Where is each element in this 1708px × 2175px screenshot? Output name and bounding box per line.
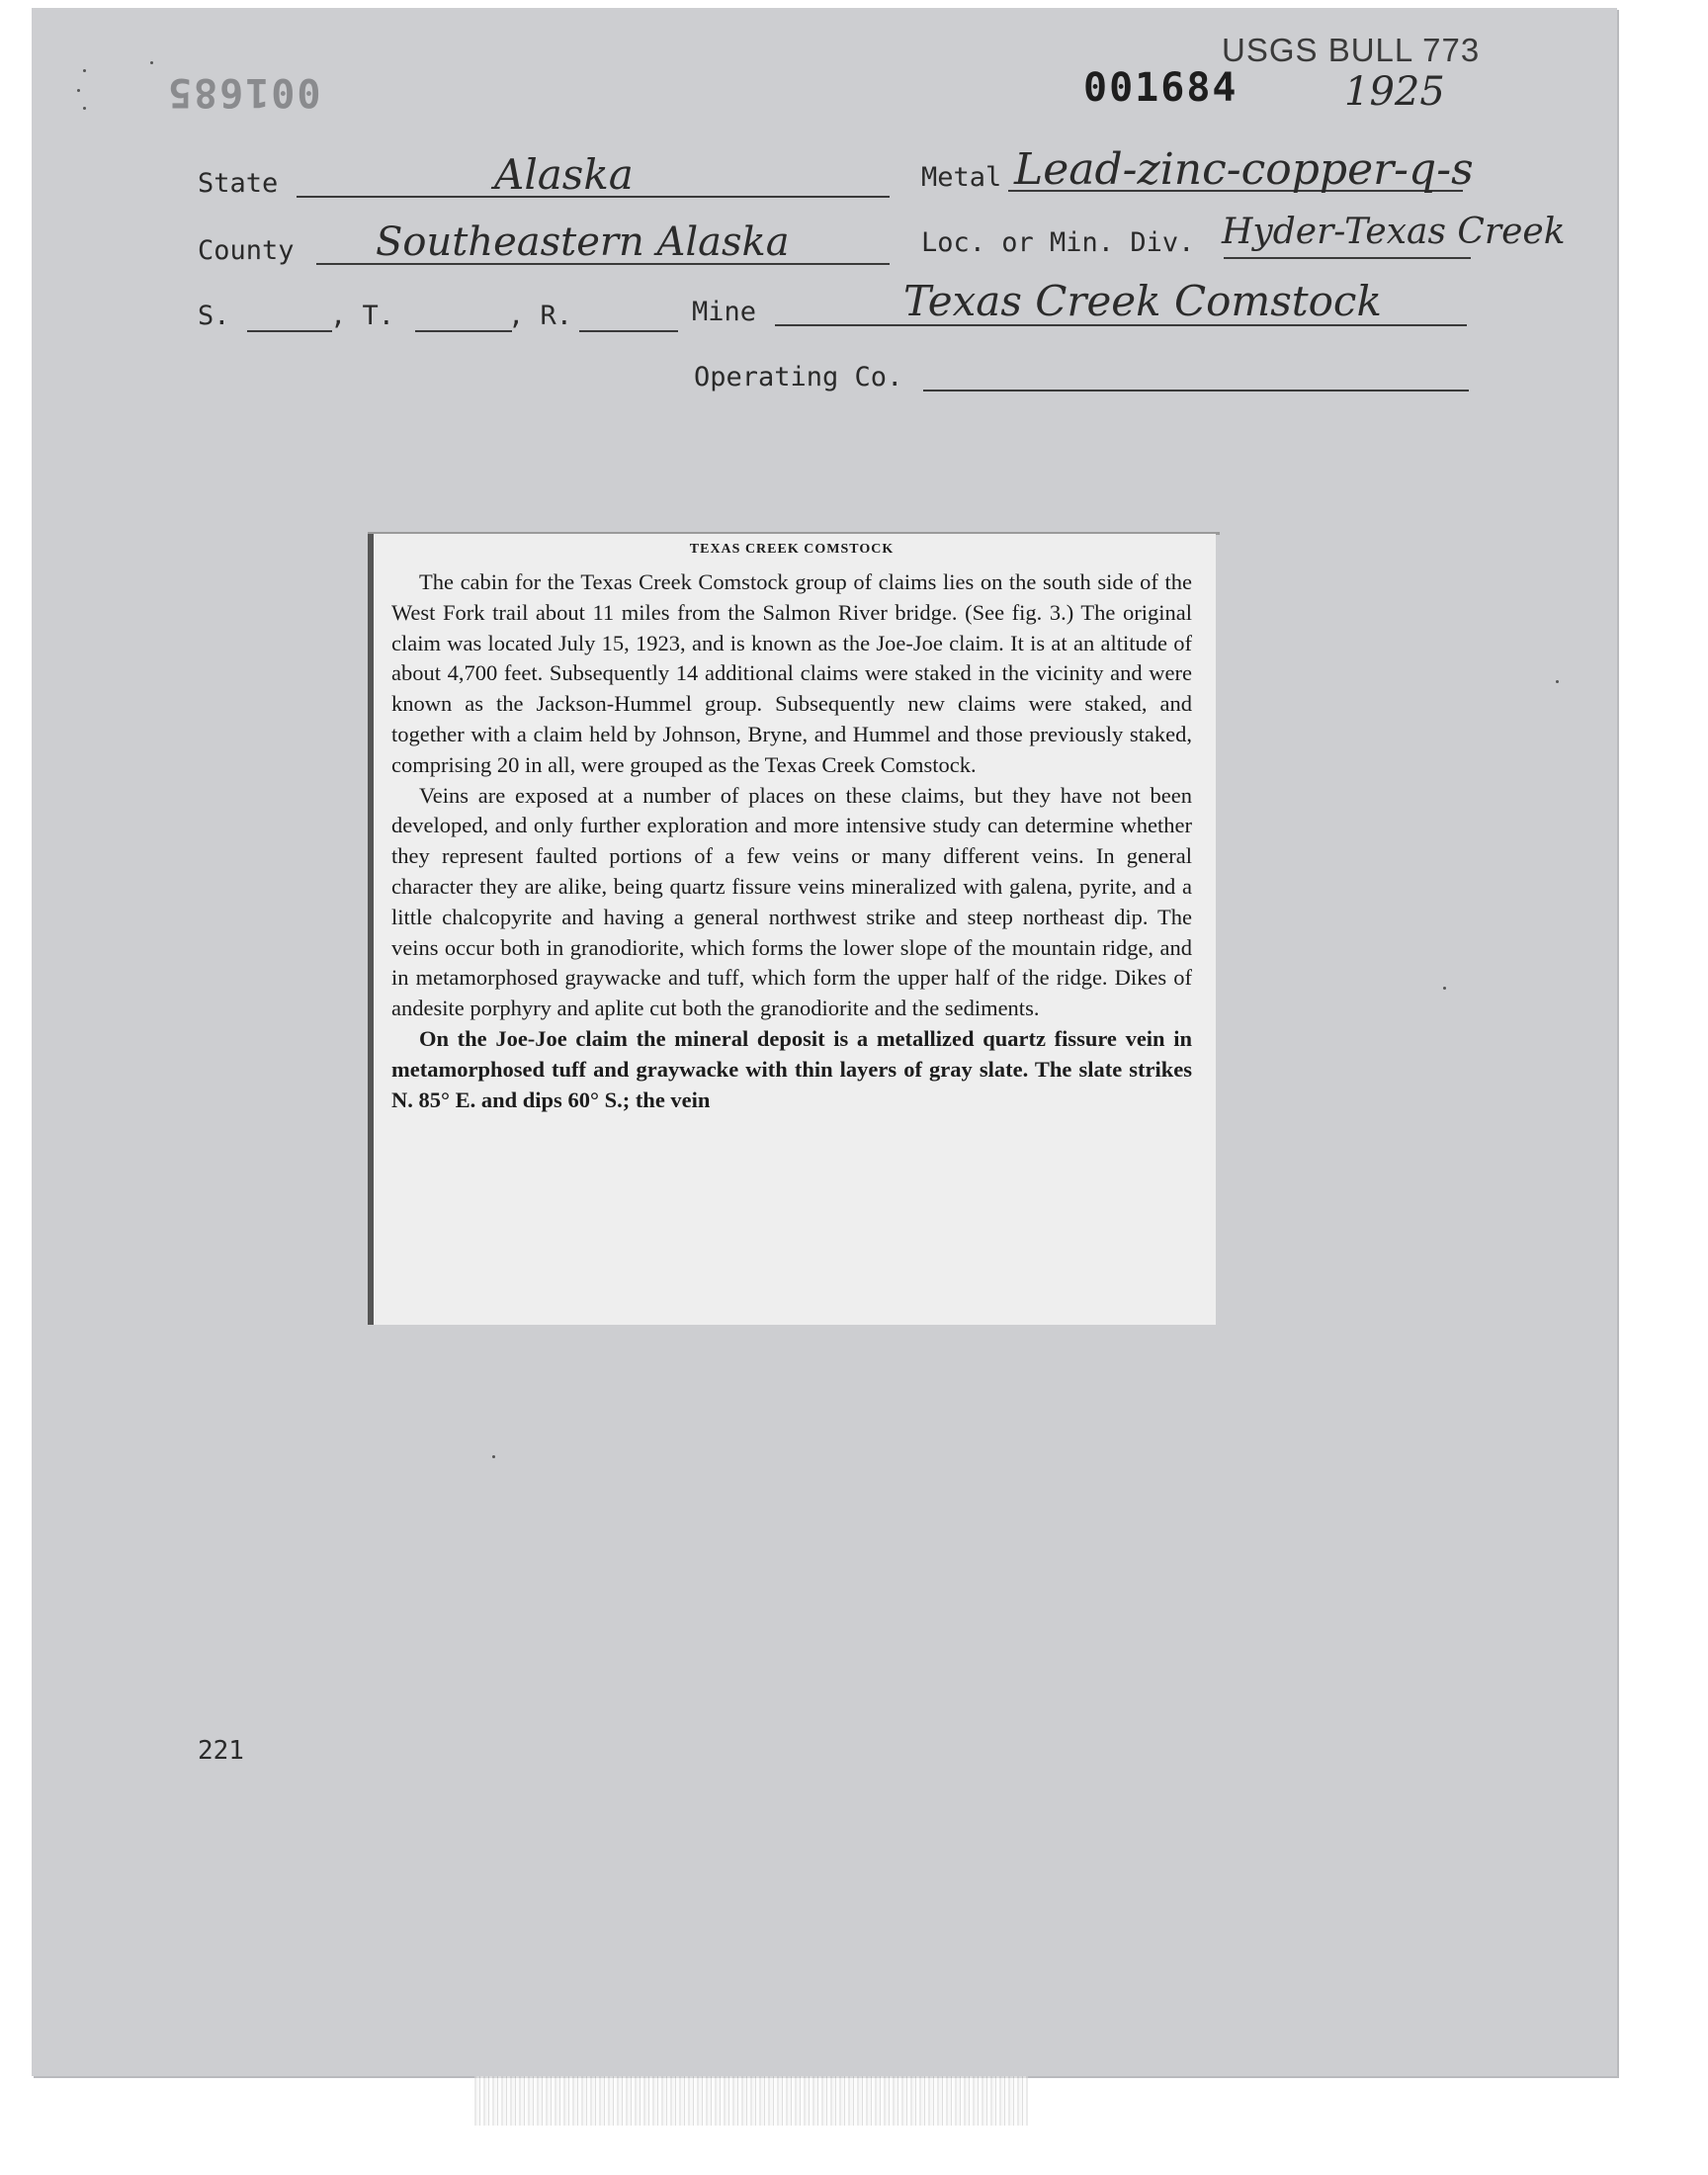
section-label: S.	[198, 301, 230, 331]
scan-streak	[474, 2076, 1028, 2126]
section-underline	[247, 330, 332, 332]
page-number: 221	[198, 1736, 244, 1766]
operating-co-label: Operating Co.	[694, 362, 903, 392]
loc-value: Hyder-Texas Creek	[1222, 212, 1566, 252]
speck	[1556, 680, 1559, 683]
clipping-title: TEXAS CREEK COMSTOCK	[689, 542, 895, 557]
speck	[1443, 987, 1446, 990]
range-underline	[579, 330, 678, 332]
year-note: 1925	[1344, 69, 1445, 115]
township-underline	[415, 330, 512, 332]
township-label: , T.	[330, 301, 395, 331]
clipping-paragraph: The cabin for the Texas Creek Comstock group of claims lies on the south side of the West Fork trail about 11 miles from the Salmon River bridge. (See fig. 3.) The original claim was located July 15, 1923, and is known as the Joe-Joe claim. It is at an altitude of about 4,700 feet. Subsequently 14 additional claims were staked in the vicinity and were known as the Jackson-Hummel group. Subsequently new claims were staked, and together with a claim held by Johnson, Bryne, and Hummel and those previously staked, comprising 20 in all, were grouped as the Texas Creek Comstock.	[391, 569, 1192, 777]
mirrored-stamp-number: 001685	[166, 69, 321, 115]
speck	[83, 107, 86, 110]
metal-label: Metal	[921, 162, 1002, 193]
speck	[77, 89, 80, 92]
clipping-paragraph: On the Joe-Joe claim the mineral deposit is a metallized quartz fissure vein in metamorphosed tuff and graywacke with thin layers of gray slate. The slate strikes N. 85° E. and dips 60° S.; the vein	[391, 1025, 1192, 1112]
newspaper-clipping	[368, 534, 1216, 1325]
usgs-reference: USGS BULL 773	[1222, 32, 1481, 68]
stamp-number: 001684	[1083, 65, 1238, 111]
loc-label: Loc. or Min. Div.	[921, 227, 1195, 258]
speck	[492, 1455, 495, 1458]
mine-label: Mine	[692, 297, 757, 327]
state-label: State	[198, 168, 279, 199]
mine-value: Texas Creek Comstock	[903, 277, 1382, 325]
speck	[83, 69, 86, 72]
clipping-paragraph: Veins are exposed at a number of places on these claims, but they have not been developed, and only further exploration and more intensive study can determine whether they represent faulted portions of a few veins or many different veins. In general character they are alike, being quartz fissure veins mineralized with galena, pyrite, and a little chalcopyrite and having a general northwest strike and steep northeast dip. The veins occur both in granodiorite, which forms the lower slope of the mountain ridge, and in metamorphosed graywacke and tuff, which form the upper half of the ridge. Dikes of andesite porphyry and aplite cut both the granodiorite and the sediments.	[391, 782, 1192, 1021]
operating-co-underline	[923, 390, 1469, 392]
range-label: , R.	[508, 301, 573, 331]
metal-value: Lead-zinc-copper-q-s	[1014, 144, 1474, 195]
county-label: County	[198, 235, 295, 266]
speck	[150, 61, 153, 64]
state-value: Alaska	[494, 150, 634, 199]
loc-underline	[1224, 257, 1471, 259]
county-value: Southeastern Alaska	[376, 219, 790, 265]
